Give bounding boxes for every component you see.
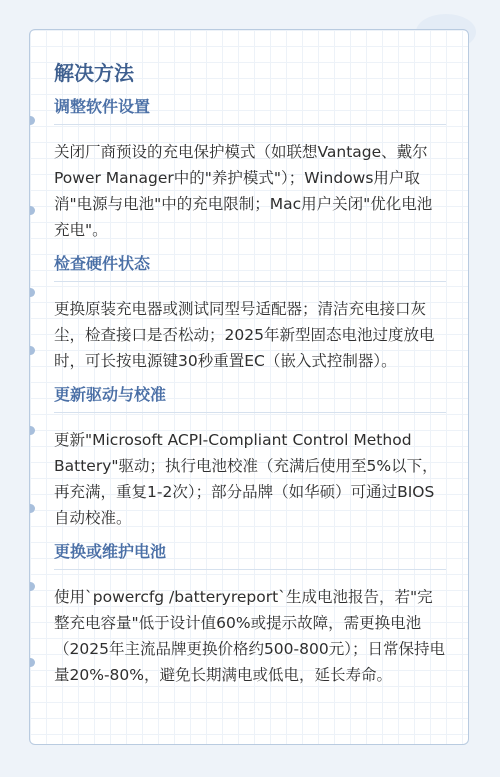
section-heading: 调整软件设置 (54, 96, 446, 125)
side-dot (29, 504, 35, 513)
section-body: 关闭厂商预设的充电保护模式（如联想Vantage、戴尔Power Manager中的"养护模式"）；Windows用户取消"电源与电池"中的充电限制；Mac用户关闭"优化电池充电"。 (54, 143, 433, 239)
section-heading: 更换或维护电池 (54, 541, 446, 570)
section-body: 更新"Microsoft ACPI-Compliant Control Method Battery"驱动；执行电池校准（充满后使用至5%以下，再充满，重复1-2次）；部分品牌（如华硕）可通过BIOS自动校准。 (54, 431, 438, 527)
content-card (29, 29, 469, 745)
side-dot (29, 116, 35, 125)
section-body: 使用`powercfg /batteryreport`生成电池报告，若"完整充电容量"低于设计值60%或提示故障，需更换电池（2025年主流品牌更换价格约500-800元）；日常保持电量20%-80%，避免长期满电或低电，延长寿命。 (54, 588, 445, 684)
section-heading: 更新驱动与校准 (54, 384, 446, 413)
side-dot (29, 658, 35, 667)
side-dot (29, 582, 35, 591)
section-body: 更换原装充电器或测试同型号适配器；清洁充电接口灰尘，检查接口是否松动；2025年新型固态电池过度放电时，可长按电源键30秒重置EC（嵌入式控制器）。 (54, 300, 435, 370)
section-driver-calibration (54, 384, 446, 531)
side-dot (29, 288, 35, 297)
section-heading: 检查硬件状态 (54, 253, 446, 282)
side-dot (29, 346, 35, 355)
side-dot (29, 426, 35, 435)
section-battery-replacement (54, 541, 446, 688)
section-software-settings (54, 96, 446, 243)
page-title: 解决方法 (54, 61, 134, 85)
section-hardware-check (54, 253, 446, 374)
side-dot (29, 206, 35, 215)
